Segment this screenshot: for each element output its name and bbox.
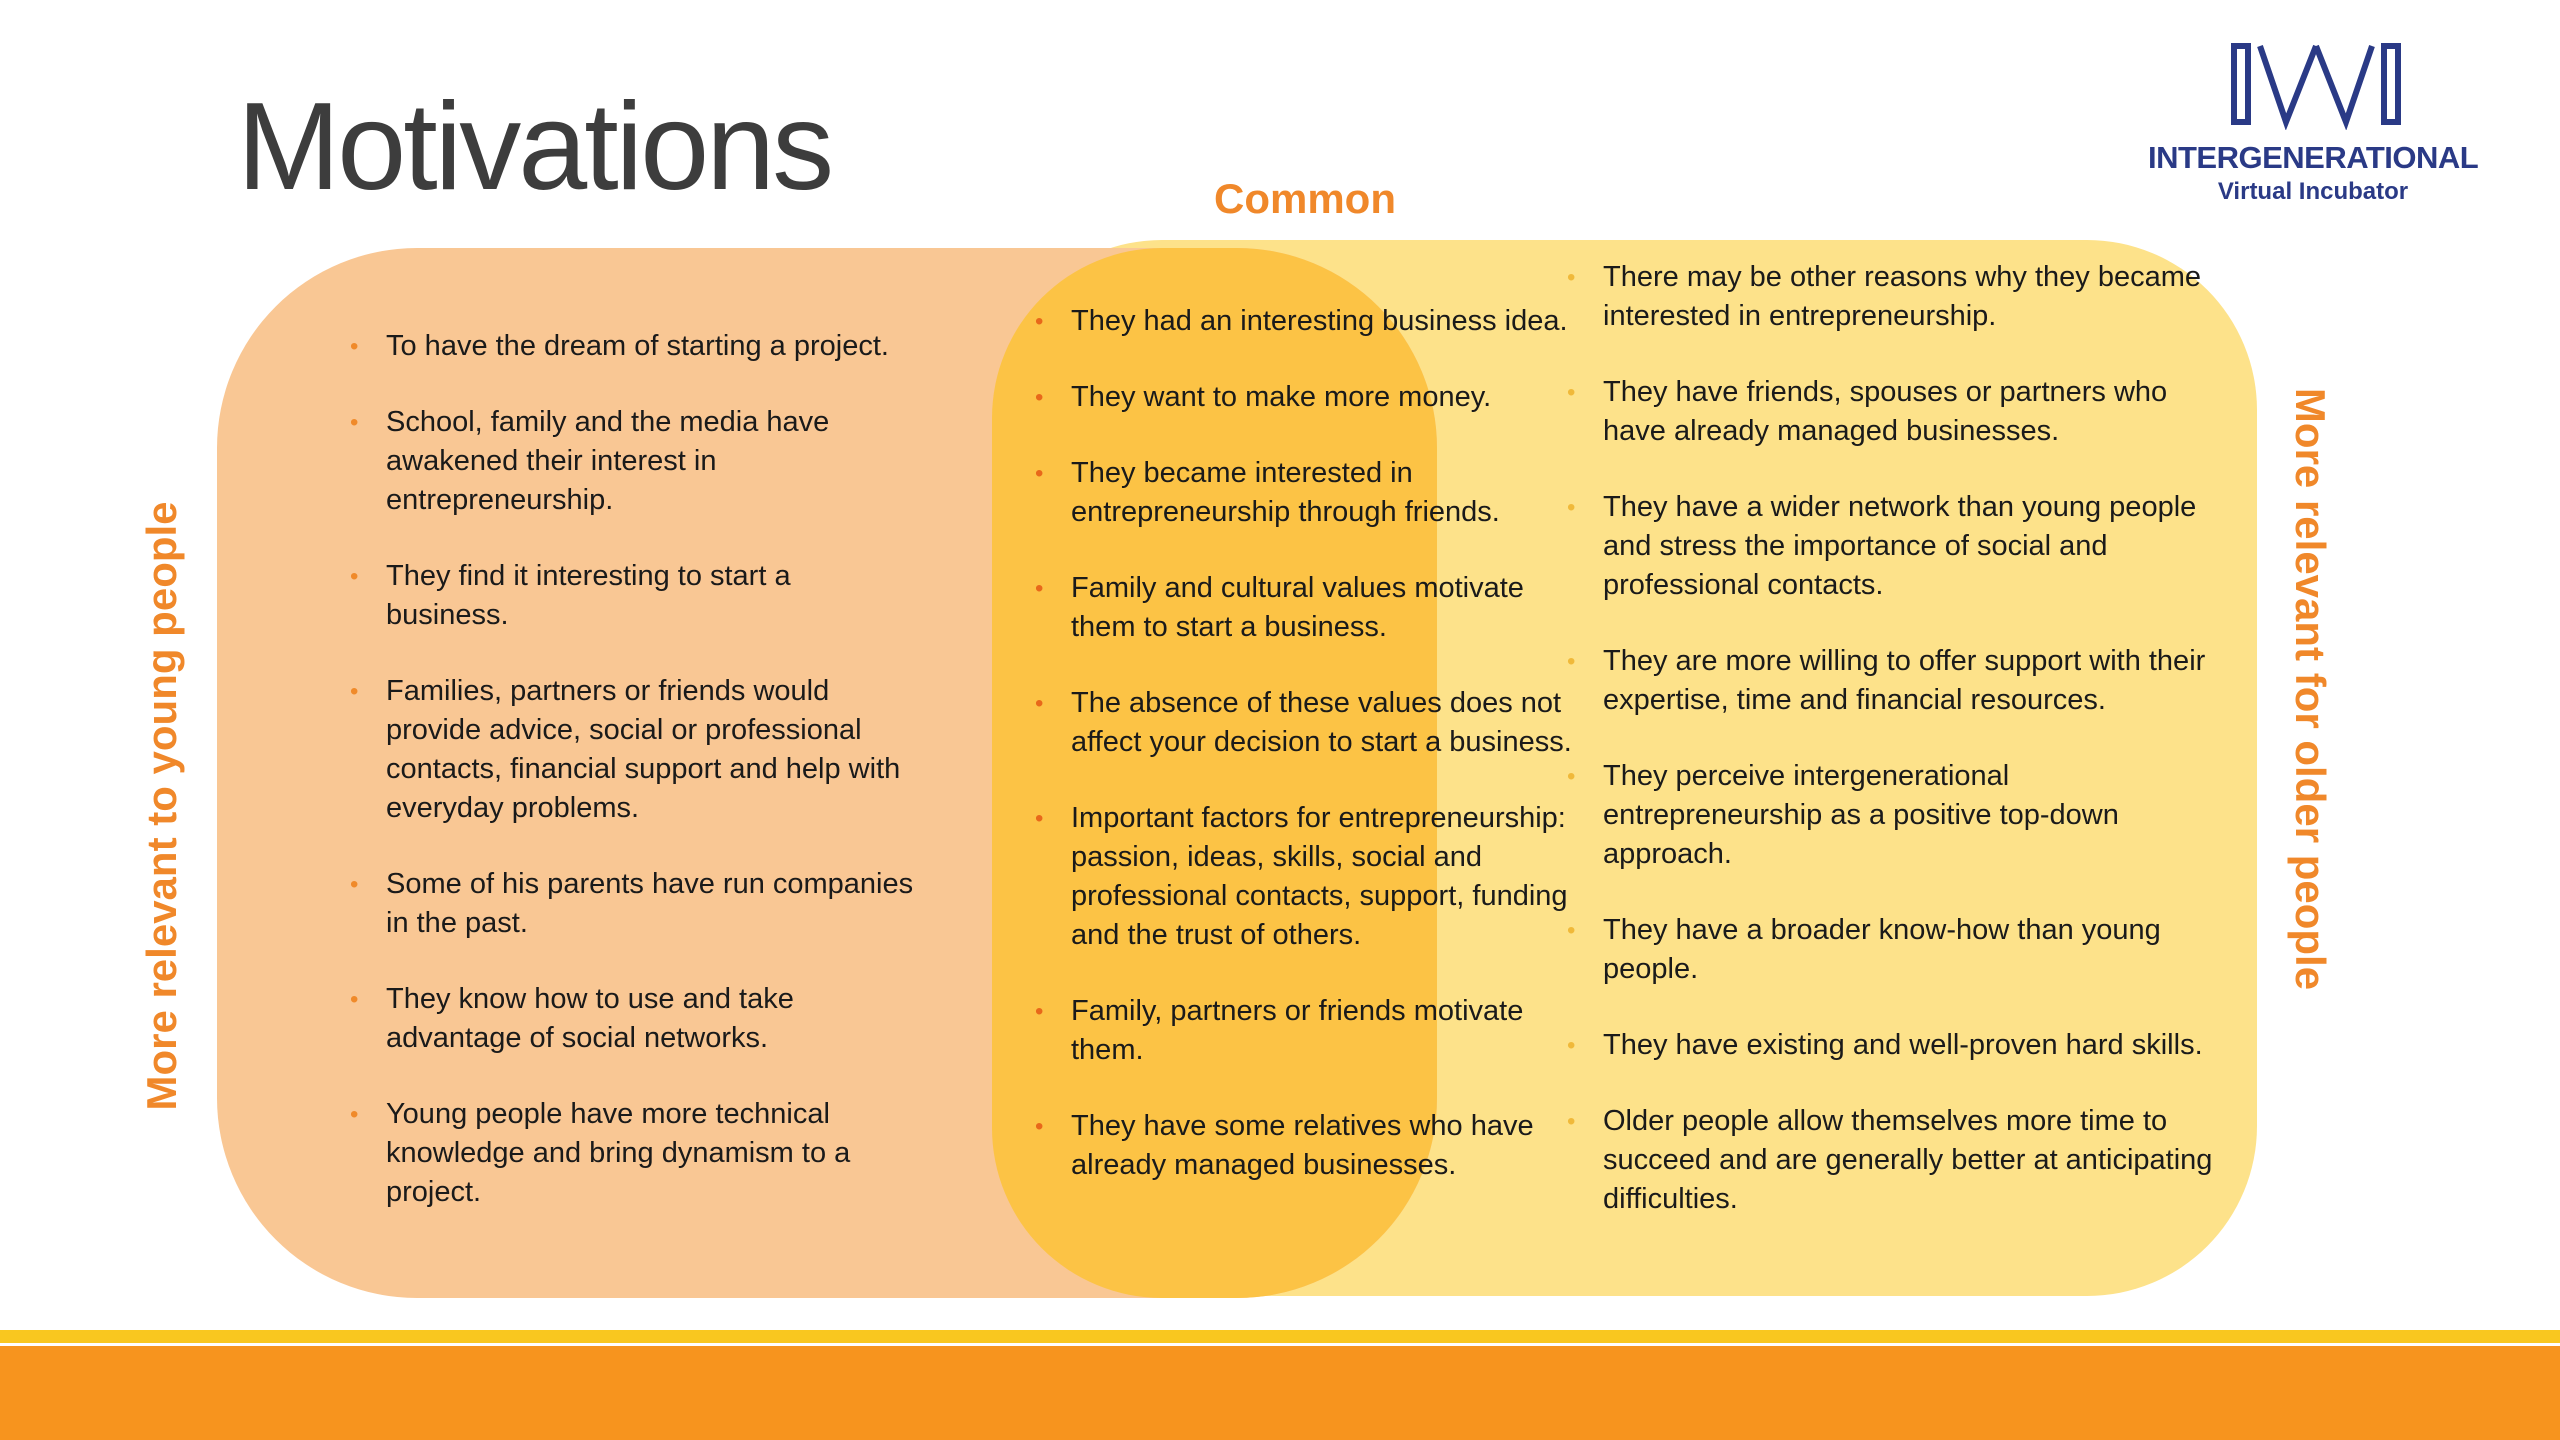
list-item: • They are more willing to offer support with their expertise, time and financial resources.	[1567, 642, 2227, 720]
list-item: • They have a wider network than young people and stress the importance of social and professional contacts.	[1567, 488, 2227, 605]
list-item: • Some of his parents have run companies in the past.	[350, 865, 920, 943]
list-item: • They find it interesting to start a business.	[350, 557, 920, 635]
ivi-logo	[2148, 40, 2478, 220]
list-item: • Family and cultural values motivate them to start a business.	[1035, 569, 1575, 647]
list-item: • They have some relatives who have already managed businesses.	[1035, 1107, 1575, 1185]
footer-bar-orange	[0, 1346, 2560, 1440]
list-item: • Older people allow themselves more time to succeed and are generally better at anticipating difficulties.	[1567, 1102, 2227, 1219]
list-item: • They perceive intergenerational entrepreneurship as a positive top-down approach.	[1567, 757, 2227, 874]
list-item: • To have the dream of starting a project.	[350, 327, 920, 366]
list-item: • They have a broader know-how than young people.	[1567, 911, 2227, 989]
common-list	[1035, 302, 1575, 1222]
list-item: • The absence of these values does not affect your decision to start a business.	[1035, 684, 1575, 762]
list-item: • Young people have more technical knowledge and bring dynamism to a project.	[350, 1095, 920, 1212]
list-item: • They have existing and well-proven hard skills.	[1567, 1026, 2227, 1065]
common-label: Common	[1214, 175, 1396, 222]
logo-name: INTERGENERATIONAL	[2148, 140, 2479, 175]
young-people-label: More relevant to young people	[138, 501, 185, 1111]
slide-title: Motivations	[237, 78, 832, 216]
older-people-list	[1567, 258, 2227, 1256]
list-item: • They had an interesting business idea.	[1035, 302, 1575, 341]
list-item: • They became interested in entrepreneurship through friends.	[1035, 454, 1575, 532]
list-item: • They want to make more money.	[1035, 378, 1575, 417]
list-item: • They have friends, spouses or partners who have already managed businesses.	[1567, 373, 2227, 451]
list-item: • School, family and the media have awakened their interest in entrepreneurship.	[350, 403, 920, 520]
older-people-label: More relevant for older people	[2287, 387, 2334, 991]
ivi-logo-mark-icon	[2226, 40, 2406, 130]
list-item: • Families, partners or friends would provide advice, social or professional contacts, financial support and help with everyday problems.	[350, 672, 920, 828]
list-item: • There may be other reasons why they became interested in entrepreneurship.	[1567, 258, 2227, 336]
list-item: • Important factors for entrepreneurship: passion, ideas, skills, social and professional contacts, support, funding and the trust of others.	[1035, 799, 1575, 955]
list-item: • They know how to use and take advantage of social networks.	[350, 980, 920, 1058]
footer-bar-yellow	[0, 1330, 2560, 1343]
logo-subtitle: Virtual Incubator	[2217, 178, 2409, 205]
young-people-list	[350, 327, 920, 1249]
list-item: • Family, partners or friends motivate them.	[1035, 992, 1575, 1070]
